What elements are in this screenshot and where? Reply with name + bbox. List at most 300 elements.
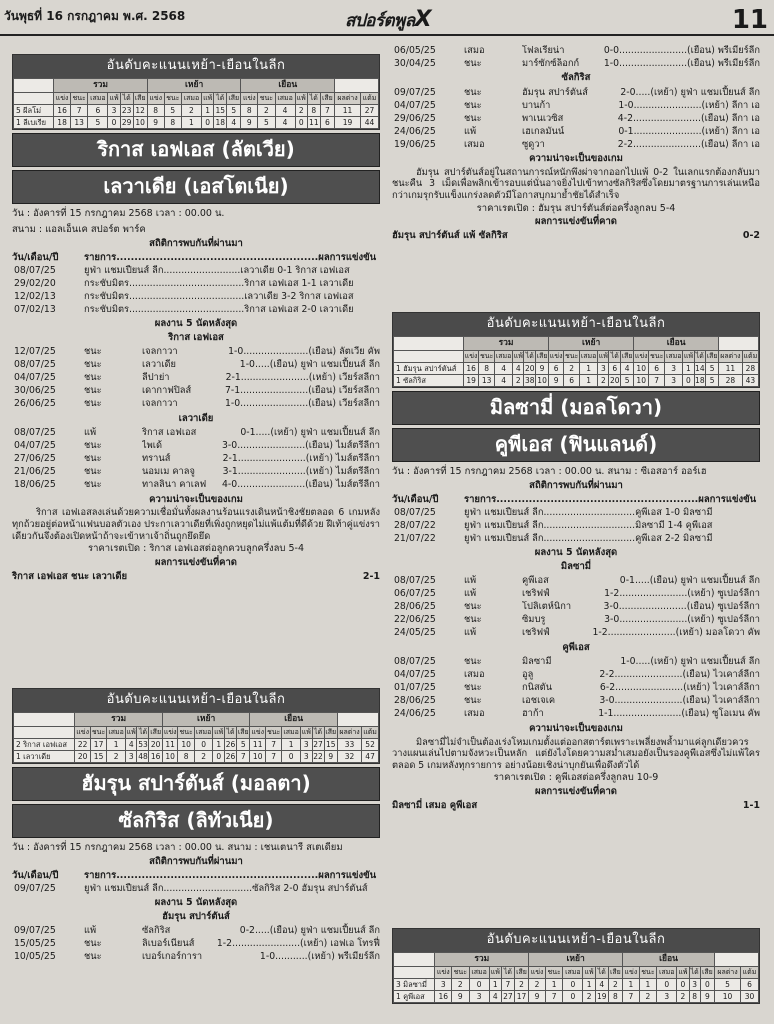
sub-header: ชนะ: [452, 966, 469, 978]
stat-cell: 19: [596, 992, 607, 1001]
match1-team1-label: ริกาส เอฟเอส: [168, 331, 224, 343]
stat-cell: 6: [649, 362, 665, 374]
match1-pred-score: 2-1: [362, 570, 380, 582]
stat-cell: 11: [719, 362, 743, 374]
form-row: [392, 99, 760, 112]
stat-cell: 16: [464, 362, 479, 374]
sub-header: เสีย: [227, 92, 241, 104]
stat-cell: 27: [503, 992, 513, 1001]
opponent: ซูดูวา: [522, 138, 545, 150]
sub-header: แข่ง: [75, 726, 91, 738]
match-date: 09/07/25: [394, 86, 436, 98]
sub-header: ได้: [694, 350, 706, 362]
col-date: วัน/เดือน/ปี: [12, 252, 59, 263]
sub-header: แต้ม: [740, 966, 758, 978]
form-row: [392, 708, 760, 721]
opponent: กนิสตัน: [522, 682, 553, 694]
stat-cell: 10: [250, 751, 266, 763]
stat-cell: 5: [706, 375, 719, 387]
sub-header: แพ้: [125, 726, 137, 738]
score-venue: 1-2.......................(เหย้า) เอฟเอ โทรฟี่: [216, 938, 380, 950]
sub-header: แข่ง: [250, 726, 266, 738]
match-outcome: แพ้: [464, 588, 477, 600]
sub-header: แพ้: [295, 92, 307, 104]
match-date: 10/05/25: [14, 951, 56, 963]
stat-cell: 5: [621, 375, 634, 387]
opponent: เฮเกลมันน์: [522, 125, 565, 137]
stat-cell: 2: [598, 375, 609, 387]
h2h-row: [12, 290, 380, 303]
stat-cell: 6: [564, 375, 580, 387]
stat-cell: 1: [201, 104, 213, 116]
match-date: 21/07/22: [394, 532, 436, 544]
team-name: 3 มิลซามี่: [394, 978, 435, 990]
match-date: 06/05/25: [394, 44, 436, 56]
h2h-heading: สถิติการพบกันที่ผ่านมา: [149, 238, 243, 250]
form-row: [12, 951, 380, 964]
match-outcome: ชนะ: [464, 682, 482, 694]
form-row: [12, 427, 380, 440]
standings-table-1: [12, 54, 380, 130]
stat-cell: 5: [715, 978, 741, 990]
last5-heading: ผลงาน 5 นัดหลังสุด: [154, 317, 238, 329]
form-row: [392, 57, 760, 70]
stat-cell: 8: [608, 991, 622, 1003]
team-name: 1 คูพีเอส: [394, 991, 435, 1003]
match-outcome: แพ้: [464, 575, 477, 587]
group-blank: [719, 337, 759, 351]
sub-header: แพ้: [677, 966, 689, 978]
stat-cell: 3: [469, 991, 489, 1003]
stat-cell: 30: [740, 991, 758, 1003]
match-date: 08/07/25: [14, 359, 56, 371]
opponent: มาร์ซักซ์ล็อกก์: [522, 57, 580, 69]
match2-analysis: ฮัมรุน สปาร์ตันส์อยู่ในสถานการณ์หนักพึงผ่าจากออกไปแพ้ 0-2 ในเลกแรกต้องกลับมาชนะคืน 3 เม็ดเพื่อพลิกเข้ารอบแต่นั่นอาจยิ่งไปเข้าทางซัลกิริสซึ่งโดยมาตรฐานการเล่นเหนือกว่าเกมรุกรับแข็งแกร่งลดตัวมีโอกาสบุกมาย้ำชัยได้สำเร็จ: [392, 166, 760, 201]
match-outcome: ชนะ: [84, 938, 102, 950]
stat-cell: 9: [324, 751, 337, 763]
stat-cell: 2: [181, 104, 201, 116]
stat-cell: 1: [623, 978, 640, 990]
sub-header: แต้ม: [742, 350, 758, 362]
sub-header: แพ้: [108, 92, 120, 104]
match2-team1-label: ฮัมรุน สปาร์ตันส์: [162, 910, 230, 922]
stat-cell: 10: [634, 362, 649, 374]
match3-form1-list: [392, 575, 760, 640]
opponent: เอชเจเค: [522, 695, 556, 707]
match3-analysis: มิลซามี่ไม่จำเป็นต้องเร่งโหมเกมตั้งแต่ออกสตาร์ตเพราะเพลี่ยงพล้ำมาแค่ลูกเดียวควรวางแผนเล่นไปตามจังหวะเป็นหลัก แต่ยังไงโดยความสม่ำเสมอยังเป็นรองคูพีเอสซึ่งไม่แพ้ใครตลอด 5 เกมหลังทุกรายการ อย่างน้อยเชิงน่าบุกยันเพื่อดึงตัวได้: [392, 736, 760, 771]
sub-header: เสมอ: [282, 726, 301, 738]
score-venue: 0-0.......................(เยือน) พรีเมียร์ลีก: [603, 44, 760, 56]
stat-cell: 17: [514, 991, 528, 1003]
chance-heading: ความน่าจะเป็นของเกม: [149, 493, 243, 505]
form-row: [392, 112, 760, 125]
sub-header: ได้: [501, 966, 514, 978]
form-row: [392, 125, 760, 138]
sub-header: เสมอ: [181, 92, 201, 104]
stat-cell: 6: [549, 362, 564, 374]
standings-table-3: [12, 688, 380, 764]
stat-cell: 0: [563, 991, 583, 1003]
match-date: 24/06/25: [394, 125, 436, 137]
stat-cell: 0: [108, 117, 120, 129]
stat-cell: 0: [194, 738, 213, 750]
h2h-header-row: [12, 252, 380, 264]
match3-price: ราคาเรตเปิด : คูพีเอสต่อครึ่งลูกลบ 10-9: [493, 772, 659, 784]
match2-pred-text: ฮัมรุน สปาร์ตันส์ แพ้ ซัลกิริส: [392, 230, 508, 242]
stat-cell: 7: [623, 991, 640, 1003]
stat-cell: 2: [514, 978, 528, 990]
stat-cell: 53: [138, 739, 148, 749]
match-outcome: แพ้: [84, 427, 97, 439]
stat-cell: 11: [309, 118, 319, 127]
match-outcome: ชนะ: [464, 695, 482, 707]
stat-cell: 10: [715, 991, 741, 1003]
sub-header: ได้: [307, 92, 320, 104]
sub-header: ได้: [609, 350, 621, 362]
group-away: เยือน: [634, 337, 719, 351]
match-outcome: ชนะ: [464, 86, 482, 98]
match-outcome: แพ้: [464, 125, 477, 137]
sub-header: เสีย: [621, 350, 634, 362]
score-venue: 7-1.......................(เยือน) เวียร์สลีกา: [225, 385, 380, 397]
form-row: [12, 398, 380, 411]
stat-cell: 11: [335, 104, 361, 116]
stat-cell: 9: [549, 375, 564, 387]
form-row: [12, 938, 380, 951]
opponent: เชริฟฟ์: [522, 588, 550, 600]
stat-cell: 48: [138, 752, 148, 761]
stat-cell: 1: [545, 978, 562, 990]
stat-cell: 16: [150, 752, 161, 761]
sub-header: แพ้: [213, 726, 225, 738]
page-header: [0, 0, 774, 36]
stat-cell: 16: [54, 104, 71, 116]
stat-cell: 12: [133, 104, 147, 116]
group-total: รวม: [435, 953, 529, 967]
opponent: ทาลลินา คาเลฟ: [142, 479, 207, 491]
match3-team2-label: คูพีเอส: [562, 641, 590, 653]
match-date: 04/07/25: [394, 99, 436, 111]
form-row: [392, 601, 760, 614]
stat-cell: 3: [125, 751, 137, 763]
stat-cell: 5: [258, 117, 275, 129]
match-result: กระชับมิตร.......................................ริกาส เอฟเอส 1-1 เลวาเดีย: [84, 277, 354, 289]
sub-header: ได้: [225, 726, 237, 738]
stat-cell: 4: [513, 362, 524, 374]
match3-prediction: [392, 800, 760, 812]
stat-cell: 27: [313, 739, 323, 749]
stat-cell: 9: [536, 362, 549, 374]
stat-cell: 9: [147, 117, 164, 129]
match-date: 27/06/25: [14, 453, 56, 465]
group-home: เหย้า: [549, 337, 634, 351]
score-venue: 4-2.......................(เยือน) ลีกา เอ: [617, 112, 760, 124]
sub-header: ชนะ: [266, 726, 282, 738]
pred-heading-3: ผลการแข่งขันที่คาด: [535, 786, 617, 798]
stat-cell: 2: [107, 751, 126, 763]
match-outcome: ชนะ: [84, 372, 102, 384]
match-outcome: ชนะ: [464, 614, 482, 626]
match-date: 08/07/25: [394, 575, 436, 587]
publication-logo: [345, 6, 431, 34]
stat-cell: 5: [227, 104, 241, 116]
form-row: [392, 614, 760, 627]
opponent: ฮาก้า: [522, 708, 544, 720]
stat-cell: 5: [706, 362, 719, 374]
opponent: โปลิเตห์นิกา: [522, 601, 572, 613]
stat-cell: 7: [649, 375, 665, 387]
stat-cell: 10: [634, 375, 649, 387]
col-date: วัน/เดือน/ปี: [392, 494, 439, 506]
stat-cell: 8: [178, 751, 194, 763]
match-date: 04/07/25: [14, 372, 56, 384]
match1-price: ราคาเรตเปิด : ริกาส เอฟเอสต่อลูกควบลูกครึ่งลบ 5-4: [88, 543, 304, 555]
sub-corner: [14, 92, 54, 104]
match-result: กระชับมิตร.......................................เลวาเดีย 3-2 ริกาส เอฟเอส: [84, 290, 354, 302]
score-venue: 1-0...........(เหย้า) พรีเมียร์ลีก: [259, 951, 380, 963]
stat-cell: 16: [435, 991, 452, 1003]
h2h-row: [12, 277, 380, 290]
sub-header: เสีย: [324, 726, 337, 738]
match3-meta1: วัน : อังคารที่ 15 กรกฎาคม 2568 เวลา : 00.00 น. สนาม : ซีเอสอาร์ ออร์เฮ: [392, 466, 707, 478]
stat-cell: 7: [266, 738, 282, 750]
score-venue: 1-0.....(เหย้า) ยูฟ่า แชมเปี้ยนส์ ลีก: [620, 656, 760, 668]
stat-cell: 2: [564, 362, 580, 374]
match-outcome: ชนะ: [84, 453, 102, 465]
standings-row: [14, 751, 379, 763]
group-home: เหย้า: [147, 79, 241, 93]
stat-cell: 9: [529, 991, 546, 1003]
group-blank: [335, 79, 379, 93]
team-name: 1 ซัลกิริส: [394, 375, 464, 387]
standings-row: [394, 362, 759, 374]
match3-h2h-list: [392, 506, 760, 545]
match1-analysis: ริกาส เอฟเอสลงเล่นด้วยความเชื่อมั่นทั้งผลงานร้อนแรงเดินหน้าชิงชัยตลอด 6 เกมหลังทุกถ้วยอยู่ต่อหน้าแฟนบอลตัวเอง ประกาเลวาเดียที่เพิ่งถูกหยุดไม่แพ้แต้มที่ดีด้วย ฝีเท้าคู่แข่งราเดียวกันจึงต้องเปิดหน้าถ้าจะเข้าหาเจ้าถิ่นถูกยึดยึด: [12, 507, 380, 542]
sub-header: ได้: [312, 726, 324, 738]
sub-header: เสมอ: [657, 966, 677, 978]
match1-away-banner: เลวาเดีย (เอสโตเนีย): [12, 170, 380, 204]
match-date: 08/07/25: [14, 264, 56, 276]
match-result: ยูฟ่า แชมเปี้ยนส์ ลีก...............................มิลซามี่ 1-4 คูพีเอส: [464, 519, 713, 531]
team-name: 5 ผีลโม่: [14, 104, 54, 116]
last5-heading-3: ผลงาน 5 นัดหลังสุด: [534, 547, 618, 558]
right-column-lower: [392, 928, 760, 1004]
logo-text: สปอร์ตพูล: [345, 11, 415, 31]
sub-corner: [394, 350, 464, 362]
chance-heading-2: ความน่าจะเป็นของเกม: [529, 152, 623, 164]
match3-pred-score: 1-1: [742, 800, 760, 812]
form-row: [392, 86, 760, 99]
opponent: เบอร์เกอร์การา: [142, 951, 203, 963]
sub-header: ชนะ: [258, 92, 275, 104]
sub-header: แต้ม: [362, 726, 379, 738]
stat-cell: 28: [719, 375, 743, 387]
stat-cell: 3: [435, 978, 452, 990]
match-date: 21/06/25: [14, 466, 56, 478]
team-name: 1 ฮัมรุน สปาร์ตันส์: [394, 362, 464, 374]
h2h-heading-2: สถิติการพบกันที่ผ่านมา: [149, 856, 243, 868]
match-outcome: ชนะ: [84, 385, 102, 397]
match2-form2-list: [392, 86, 760, 151]
form-row: [392, 588, 760, 601]
stat-cell: 18: [215, 118, 225, 127]
match-date: 30/06/25: [14, 385, 56, 397]
match2-price: ราคาเรตเปิด : ฮัมรุน สปาร์ตันส์ต่อครึ่งลูกลบ 5-4: [476, 202, 676, 214]
stat-cell: 47: [362, 751, 379, 763]
match3-home-banner: มิลซามี่ (มอลโดวา): [392, 391, 760, 425]
match-date: 12/02/13: [14, 290, 56, 302]
last5-heading-2: ผลงาน 5 นัดหลังสุด: [154, 897, 238, 908]
score-venue: 3-0.......................(เหย้า) ซูเปอร์ลีกา: [604, 614, 760, 626]
stat-cell: 7: [70, 104, 87, 116]
stat-cell: 8: [689, 991, 700, 1003]
sub-header: แข่ง: [464, 350, 479, 362]
stat-cell: 0: [282, 751, 301, 763]
score-venue: 3-1.......................(เหย้า) ไมส์ตรีลีกา: [222, 466, 380, 478]
stat-cell: 22: [75, 738, 91, 750]
sub-header: แพ้: [489, 966, 501, 978]
match-outcome: ชนะ: [84, 466, 102, 478]
sub-header: แข่ง: [54, 92, 71, 104]
stat-cell: 0: [683, 375, 694, 387]
stat-cell: 1: [107, 738, 126, 750]
stat-cell: 0: [295, 117, 307, 129]
form-row: [12, 453, 380, 466]
stat-cell: 1: [580, 375, 598, 387]
sub-header: เสีย: [237, 726, 250, 738]
sub-header: แข่ง: [634, 350, 649, 362]
stat-cell: 9: [241, 117, 258, 129]
form-row: [12, 440, 380, 453]
stat-cell: 33: [337, 738, 361, 750]
stat-cell: 2: [639, 991, 656, 1003]
form-row: [392, 138, 760, 151]
sub-corner: [14, 726, 75, 738]
sub-header: แข่ง: [435, 966, 452, 978]
opponent: เจลกาวา: [142, 346, 178, 358]
sub-header: แข่ง: [241, 92, 258, 104]
sub-header: แข่ง: [529, 966, 546, 978]
stat-cell: 13: [70, 117, 87, 129]
stat-cell: 6: [320, 117, 334, 129]
stat-cell: 10: [537, 376, 547, 385]
score-venue: 3-0.......................(เยือน) ไมส์ตรีลีกา: [222, 440, 380, 452]
match-date: 28/06/25: [394, 695, 436, 707]
score-venue: 1-2.......................(เหย้า) ซูเปอร์ลีกา: [604, 588, 760, 600]
sub-header: แข่ง: [549, 350, 564, 362]
stat-cell: 10: [178, 738, 194, 750]
standings-row: [394, 978, 759, 990]
match-result: กระชับมิตร.......................................ริกาส เอฟเอส 2-0 เลวาเดีย: [84, 303, 354, 315]
opponent: นอมเม คาลจู: [142, 466, 195, 478]
form-row: [392, 575, 760, 588]
sub-header: ได้: [214, 92, 227, 104]
stat-cell: 32: [337, 751, 361, 763]
match-outcome: ชนะ: [84, 398, 102, 410]
score-venue: 1-0.......................(เยือน) พรีเมียร์ลีก: [603, 57, 760, 69]
sub-header: เสีย: [700, 966, 714, 978]
stat-cell: 20: [524, 363, 535, 373]
sub-header: ผลต่าง: [719, 350, 743, 362]
form-row: [12, 466, 380, 479]
form-row: [12, 359, 380, 372]
col-comp: รายการ........................................................ผลการแข่งขัน: [84, 870, 377, 882]
match-outcome: ชนะ: [84, 951, 102, 963]
stat-cell: 7: [237, 751, 250, 763]
standings-table-4: [392, 928, 760, 1004]
stat-cell: 2: [677, 991, 689, 1003]
group-total: รวม: [464, 337, 549, 351]
score-venue: 2-0.....(เหย้า) ยูฟ่า แชมเปี้ยนส์ ลีก: [620, 86, 760, 98]
match3-away-banner: คูพีเอส (ฟินแลนด์): [392, 428, 760, 462]
score-venue: 2-1.......................(เหย้า) เวียร์สลีกา: [225, 372, 380, 384]
match-outcome: ชนะ: [464, 112, 482, 124]
match1-pred-text: ริกาส เอฟเอส ชนะ เลวาเดีย: [12, 570, 128, 582]
match-date: 28/07/22: [394, 519, 436, 531]
left-column-lower: [12, 688, 380, 964]
stat-cell: 52: [362, 738, 379, 750]
score-venue: 0-2.....(เยือน) ยูฟ่า แชมเปี้ยนส์ ลีก: [239, 925, 380, 937]
match-outcome: เสมอ: [464, 669, 485, 681]
score-venue: 0-1.......................(เหย้า) ลีกา เอ: [618, 125, 760, 137]
match-date: 09/07/25: [14, 925, 56, 937]
sub-header: เสีย: [608, 966, 622, 978]
sub-header: เสีย: [536, 350, 549, 362]
stat-cell: 1: [583, 978, 595, 990]
group-home: เหย้า: [162, 713, 250, 727]
table-corner: [14, 79, 54, 93]
sub-header: ผลต่าง: [337, 726, 361, 738]
match-outcome: ชนะ: [84, 359, 102, 371]
match-outcome: ชนะ: [84, 440, 102, 452]
stat-cell: 3: [598, 362, 609, 374]
sub-header: เสีย: [133, 92, 147, 104]
stat-cell: 3: [108, 104, 120, 116]
stat-cell: 8: [164, 117, 181, 129]
stat-cell: 2: [295, 104, 307, 116]
stat-cell: 1: [213, 738, 225, 750]
opponent: คูพีเอส: [522, 575, 549, 587]
stat-cell: 7: [501, 978, 514, 990]
stat-cell: 18: [695, 376, 705, 385]
stat-cell: 26: [225, 739, 236, 749]
stat-cell: 0: [469, 978, 489, 990]
sub-header: แพ้: [513, 350, 524, 362]
stat-cell: 14: [695, 363, 705, 373]
match1-meta2: สนาม : แอลเอ็นเค สปอร์ต พาร์ค: [12, 224, 146, 236]
sub-header: ได้: [689, 966, 700, 978]
stat-cell: 5: [164, 104, 181, 116]
stat-cell: 9: [700, 991, 714, 1003]
standings-row: [14, 104, 379, 116]
sub-header: ชนะ: [649, 350, 665, 362]
h2h-header-row-3: [392, 494, 760, 506]
stat-cell: 1: [639, 978, 656, 990]
match-date: 06/07/25: [394, 588, 436, 600]
match-date: 08/07/25: [394, 506, 436, 518]
stat-cell: 2: [513, 375, 524, 387]
table-title: อันดับคะแนนเหย้า-เยือนในลีก: [13, 689, 379, 712]
match2-pred-score: 0-2: [742, 230, 760, 242]
match2-h2h-list: [12, 882, 380, 895]
stat-cell: 38: [524, 376, 535, 385]
match-result: ยูฟ่า แชมเปี้ยนส์ ลีก..............................ซัลกิริส 2-0 ฮัมรุน สปาร์ตันส์: [84, 882, 368, 894]
stat-cell: 0: [213, 751, 225, 763]
opponent: บานก้า: [522, 99, 551, 111]
match1-form2-list: [12, 427, 380, 492]
stat-cell: 0: [657, 978, 677, 990]
sub-header: เสมอ: [563, 966, 583, 978]
